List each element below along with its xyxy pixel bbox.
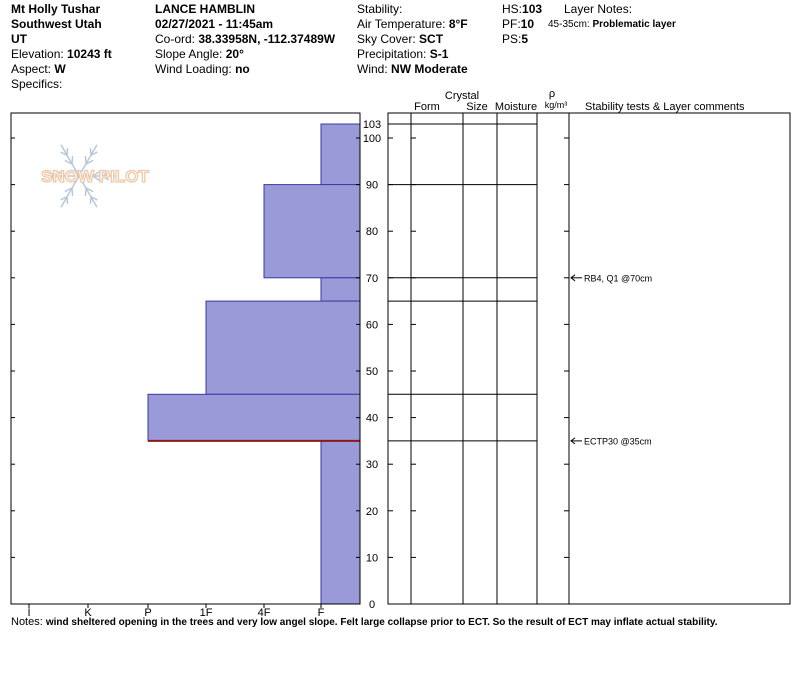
elevation-value: 10243 ft [67, 47, 112, 61]
logo-text: SNOW PILOT [41, 167, 149, 186]
col-form-label: Form [414, 101, 440, 113]
test-label-0: RB4, Q1 @70cm [584, 273, 653, 284]
wind-loading-row: Wind Loading: no [155, 62, 250, 76]
region-name: Southwest Utah [11, 17, 102, 31]
precip-value: S-1 [429, 47, 449, 61]
height-tick-label-10: 10 [365, 552, 379, 565]
hardness-tick-label-I: I [27, 607, 31, 619]
hardness-bar-4 [148, 394, 360, 441]
height-tick-label-70: 70 [365, 272, 379, 285]
height-tick-label-40: 40 [365, 412, 379, 425]
ps-row: PS:5 [502, 32, 529, 46]
col-rho-label: ρ [548, 88, 556, 100]
specifics-row: Specifics: [11, 77, 63, 91]
hardness-bar-5 [321, 441, 360, 604]
hardness-tick-label-K: K [84, 607, 92, 619]
layer-table-frame [388, 113, 790, 604]
height-tick-label-103: 103 [362, 119, 382, 131]
col-crystal-label: Crystal [444, 90, 480, 102]
col-moisture-label: Moisture [494, 101, 538, 113]
observation-datetime: 02/27/2021 - 11:45am [155, 17, 274, 31]
air-temp-row: Air Temperature: 8°F [357, 17, 468, 31]
pf-value: 10 [520, 17, 535, 31]
height-tick-label-60: 60 [365, 319, 379, 332]
layer-notes-title: Layer Notes: [564, 2, 633, 16]
layer-notes-text: Problematic layer [592, 19, 676, 30]
ps-value: 5 [521, 32, 529, 46]
precip-row: Precipitation: S-1 [357, 47, 449, 61]
pf-row: PF:10 [502, 17, 535, 31]
wind-row: Wind: NW Moderate [357, 62, 468, 76]
aspect-row: Aspect: W [11, 62, 66, 76]
hardness-tick-label-1F: 1F [199, 607, 213, 619]
hardness-bar-0 [321, 124, 360, 185]
hardness-tick-label-4F: 4F [257, 607, 271, 619]
hardness-bar-1 [264, 185, 360, 278]
height-tick-label-50: 50 [365, 366, 379, 378]
wind-loading-value: no [235, 62, 250, 76]
hardness-bar-3 [206, 301, 360, 394]
stability-row: Stability: [357, 2, 403, 16]
hs-row: HS:103 [502, 2, 543, 16]
height-tick-label-30: 30 [365, 459, 379, 472]
height-tick-label-80: 80 [365, 226, 379, 239]
height-tick-label-90: 90 [365, 179, 379, 192]
test-label-1: ECTP30 @35cm [584, 436, 652, 447]
col-stability-label: Stability tests & Layer comments [585, 101, 745, 113]
hardness-tick-label-F: F [317, 607, 325, 619]
state-name: UT [11, 32, 27, 46]
sky-row: Sky Cover: SCT [357, 32, 444, 46]
notes-text: wind sheltered opening in the trees and very low angel slope. Felt large collapse prior to ECT. So the result of ECT may inflate actual stability. [45, 617, 718, 628]
height-tick-label-100: 100 [362, 133, 382, 145]
height-tick-label-0: 0 [368, 599, 376, 611]
col-size-label: Size [466, 101, 488, 113]
location-name: Mt Holly Tushar [11, 2, 101, 16]
layer-notes-entry: 45-35cm: Problematic layer [548, 19, 676, 30]
col-density-unit: kg/m³ [544, 100, 568, 110]
notes [11, 616, 718, 628]
notes-label: Notes: [11, 616, 43, 628]
elevation-row: Elevation: 10243 ft [11, 47, 112, 61]
sky-value: SCT [419, 32, 444, 46]
observer-name: LANCE HAMBLIN [155, 2, 255, 16]
hardness-bar-2 [321, 278, 360, 301]
height-tick-label-20: 20 [365, 505, 379, 518]
coord-row: Co-ord: 38.33958N, -112.37489W [155, 32, 336, 46]
snowpilot-logo [41, 145, 149, 207]
slope-row: Slope Angle: 20° [155, 47, 244, 61]
hardness-tick-label-P: P [144, 607, 152, 619]
coord-value: 38.33958N, -112.37489W [198, 32, 336, 46]
air-temp-value: 8°F [448, 17, 468, 31]
hs-value: 103 [522, 2, 543, 16]
slope-value: 20° [225, 47, 244, 61]
wind-value: NW Moderate [391, 62, 468, 76]
aspect-value: W [54, 62, 66, 76]
